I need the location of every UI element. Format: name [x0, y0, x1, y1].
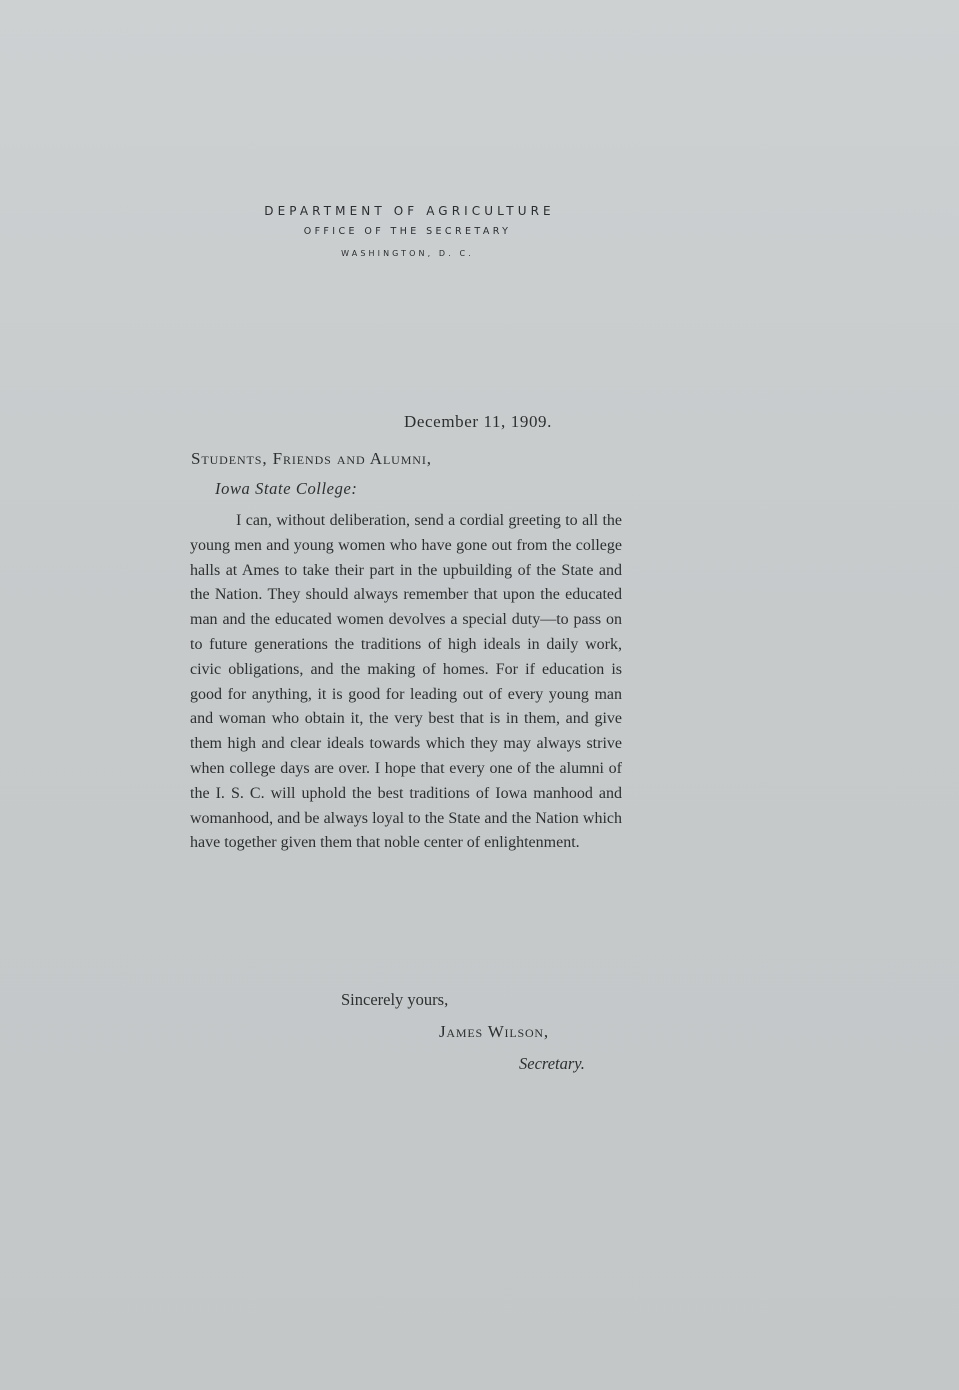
signer-title: Secretary.	[519, 1054, 585, 1073]
signer-name: James Wilson,	[439, 1022, 549, 1041]
letter-institution: Iowa State College:	[215, 479, 358, 498]
letter-body: I can, without deliberation, send a cordial greeting to all the young men and young women who have gone out from the college halls at Ames to take their part in the upbuilding of the State and the Nation. They should always remember that upon the educated man and the educated women devolves a special duty—to pass on to future generations the traditions of high ideals in daily work, civic obligations, and the making of homes. For if education is good for anything, it is good for leading out of every young man and woman who obtain it, the very best that is in them, and give them high and clear ideals towards which they may always strive when college days are over. I hope that every one of the alumni of the I. S. C. will uphold the best traditions of Iowa manhood and womanhood, and be always loyal to the State and the Nation which have together given them that noble center of enlightenment.	[190, 512, 622, 852]
letterhead-department: DEPARTMENT OF AGRICULTURE	[264, 204, 555, 218]
letter-date: December 11, 1909.	[404, 412, 553, 431]
letterhead-office: OFFICE OF THE SECRETARY	[303, 226, 512, 237]
letterhead-location: WASHINGTON, D. C.	[341, 249, 474, 258]
letter-closing: Sincerely yours,	[341, 990, 449, 1009]
letter-salutation: Students, Friends and Alumni,	[191, 449, 432, 468]
